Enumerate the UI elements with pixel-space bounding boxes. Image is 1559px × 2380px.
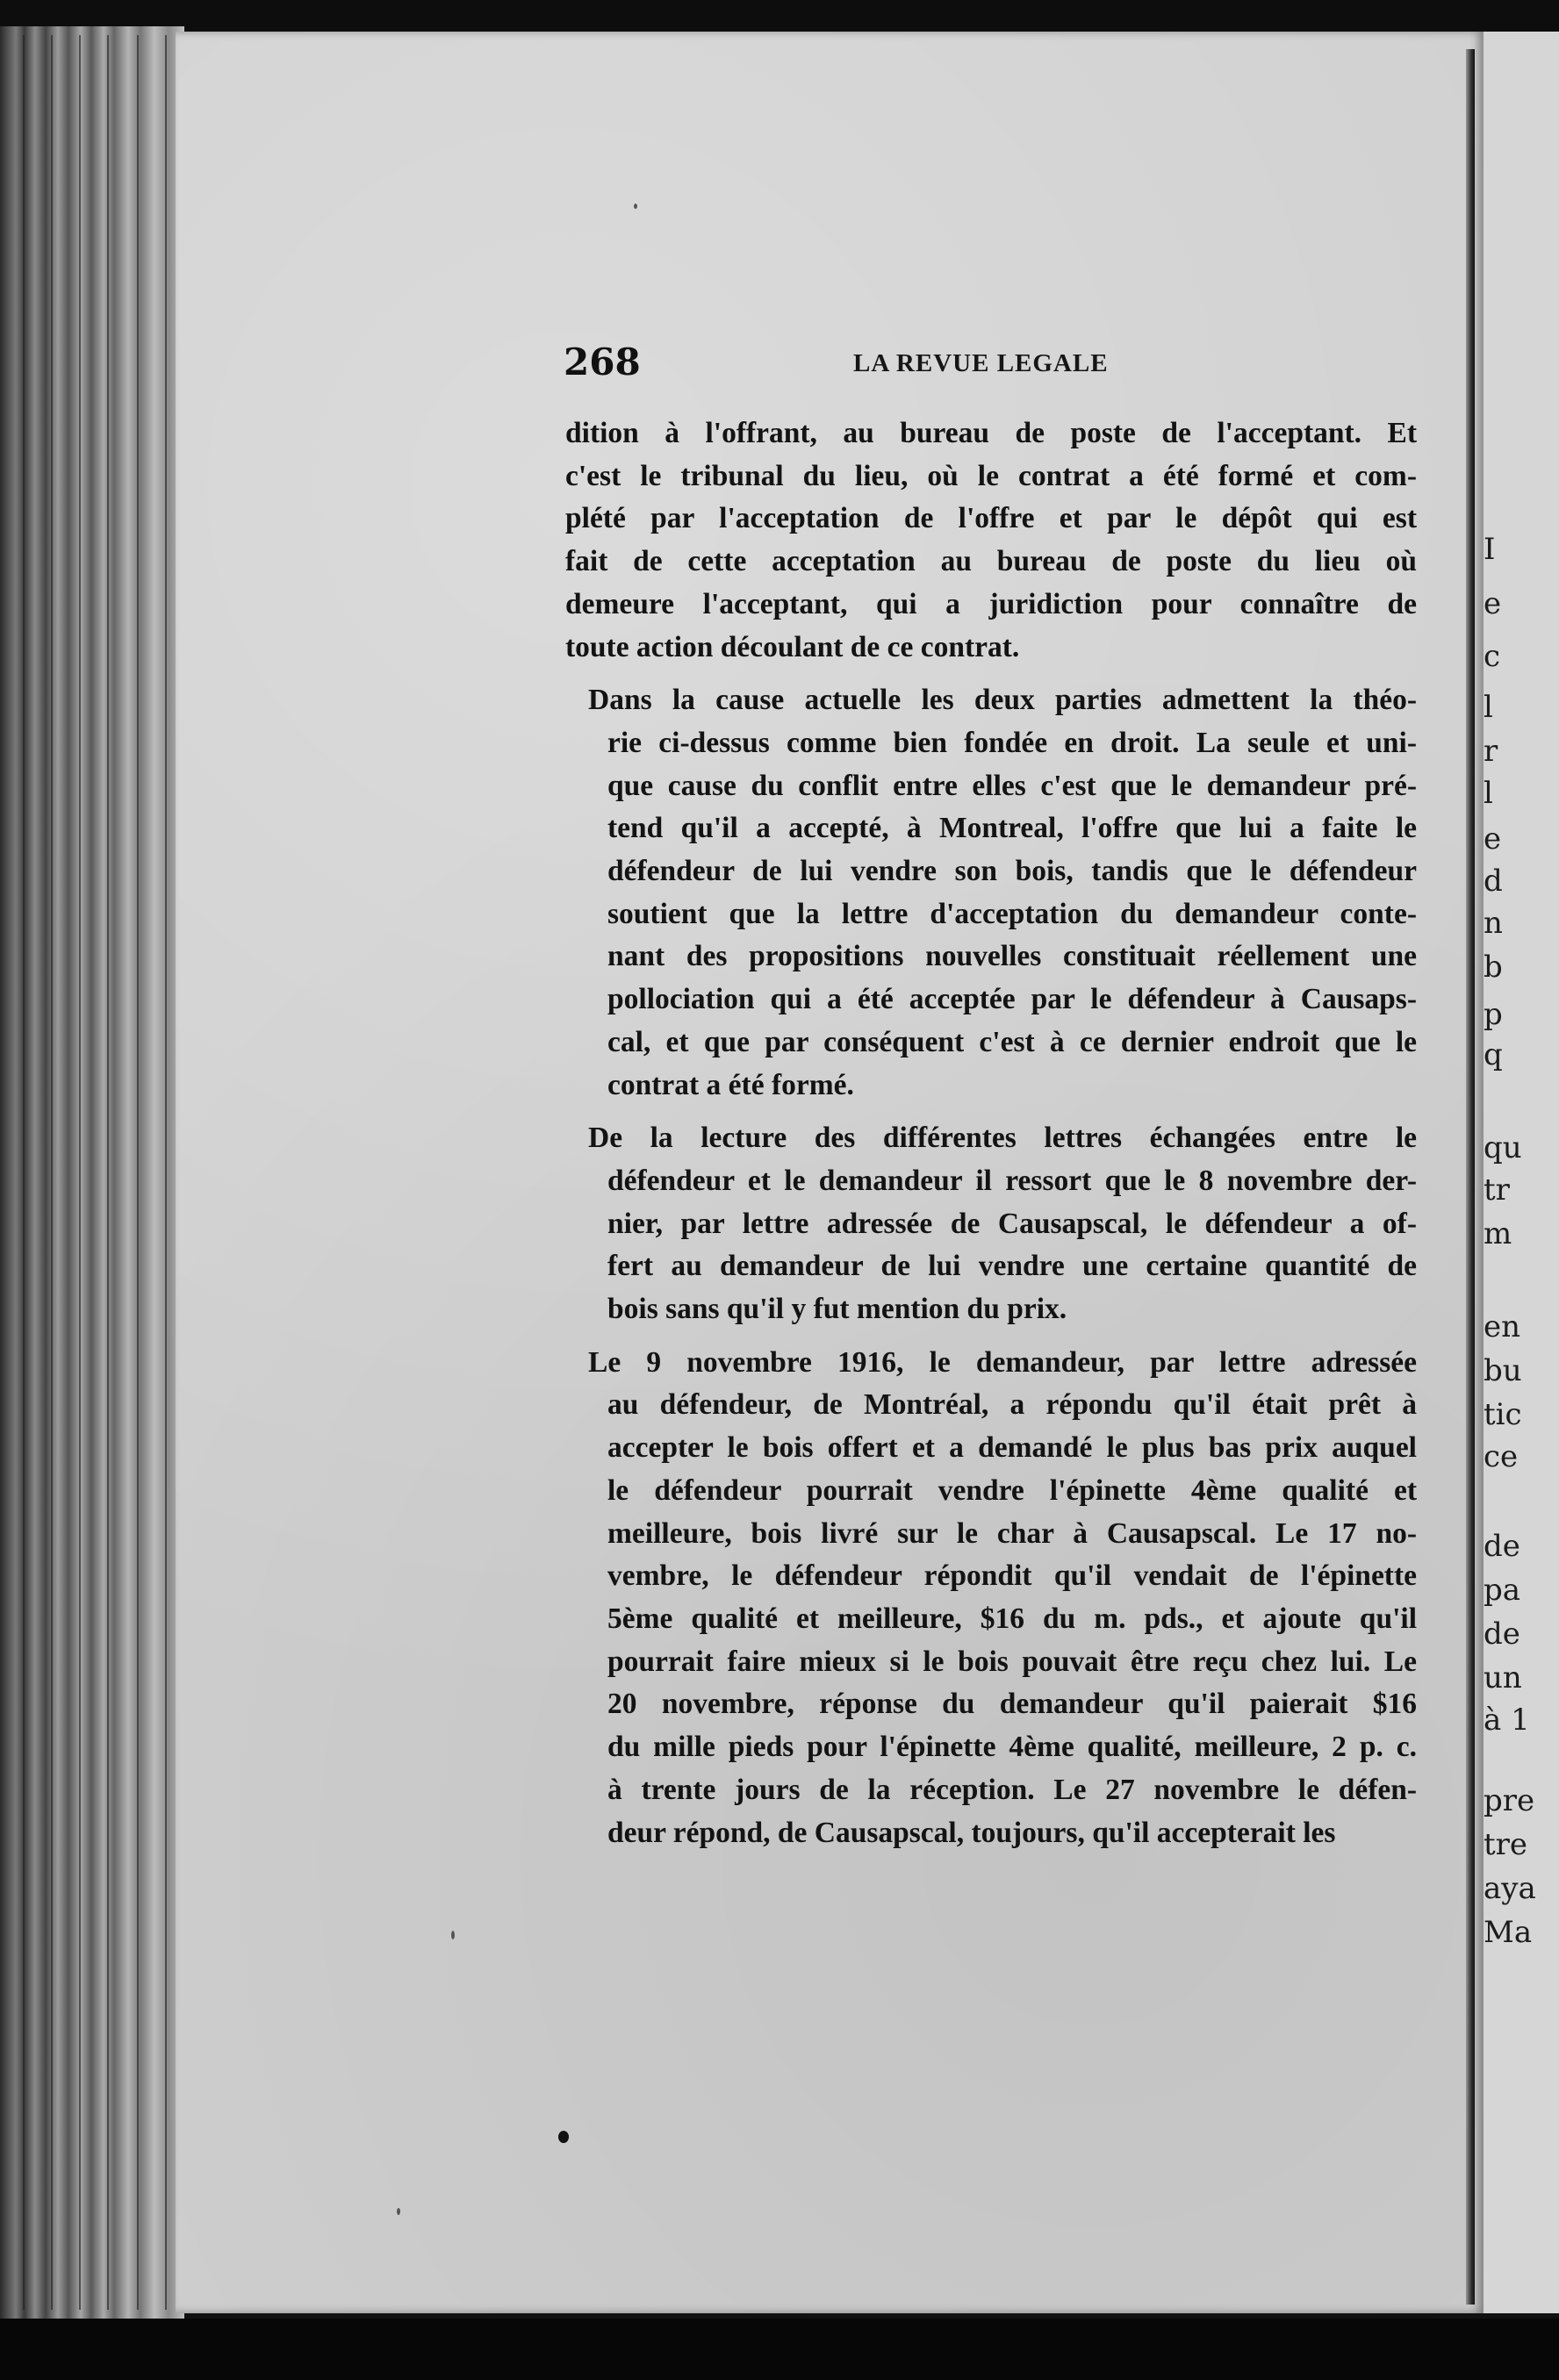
text-line: toute action découlant de ce contrat.	[565, 630, 1020, 663]
text-line: De la lecture des différentes lettres échangées entre le	[588, 1122, 1417, 1155]
paragraph	[565, 412, 1417, 669]
text-line: fait de cette acceptation au bureau de poste du lieu où	[565, 545, 1417, 578]
facing-fragment: tre	[1484, 1827, 1528, 1862]
facing-fragment: de	[1484, 1617, 1520, 1652]
paragraph	[565, 1342, 1417, 1854]
facing-fragment: m	[1484, 1216, 1512, 1251]
running-header	[564, 341, 1441, 384]
text-line: que cause du conflit entre elles c'est que le demandeur pré-	[607, 769, 1417, 802]
facing-fragment: de	[1484, 1529, 1520, 1564]
facing-fragment: aya	[1484, 1871, 1536, 1906]
text-line: plété par l'acceptation de l'offre et par le dépôt qui est	[565, 502, 1417, 535]
text-line: du mille pieds pour l'épinette 4ème qualité, meilleure, 2 p. c.	[607, 1731, 1417, 1764]
paragraph	[565, 1117, 1417, 1331]
facing-fragment: à 1	[1484, 1703, 1530, 1738]
facing-fragment: e	[1484, 586, 1502, 621]
body-text	[565, 412, 1417, 1865]
facing-fragment: I	[1484, 532, 1496, 567]
text-line: défendeur et le demandeur il ressort que le 8 novembre der-	[607, 1164, 1417, 1197]
text-line: nier, par lettre adressée de Causapscal, le défendeur a of-	[607, 1207, 1417, 1240]
page-edge-line	[137, 35, 139, 2310]
text-line: 5ème qualité et meilleure, $16 du m. pds., et ajoute qu'il	[607, 1602, 1417, 1635]
text-line: le défendeur pourrait vendre l'épinette 4ème qualité et	[607, 1473, 1417, 1507]
facing-fragment: p	[1484, 997, 1503, 1032]
facing-fragment: pre	[1484, 1783, 1535, 1818]
running-title: LA REVUE LEGALE	[853, 349, 1109, 377]
facing-fragment: l	[1484, 690, 1493, 725]
facing-fragment: l	[1484, 776, 1493, 811]
facing-fragment: pa	[1484, 1573, 1521, 1608]
book-page-edges	[0, 26, 184, 2319]
text-line: Le 9 novembre 1916, le demandeur, par lettre adressée	[588, 1345, 1417, 1379]
facing-fragment: b	[1484, 950, 1503, 985]
facing-fragment: r	[1484, 734, 1498, 769]
text-line: à trente jours de la réception. Le 27 novembre le défen-	[607, 1773, 1417, 1806]
facing-fragment: en	[1484, 1309, 1521, 1344]
text-line: défendeur de lui vendre son bois, tandis que le défendeur	[607, 855, 1417, 888]
ink-speck	[634, 204, 637, 209]
text-line: fert au demandeur de lui vendre une certaine quantité de	[607, 1250, 1417, 1283]
facing-fragment: tic	[1484, 1397, 1522, 1432]
text-line: 20 novembre, réponse du demandeur qu'il paierait $16	[607, 1688, 1417, 1721]
text-line: pourrait faire mieux si le bois pouvait être reçu chez lui. Le	[607, 1645, 1417, 1678]
page-edge-line	[107, 35, 109, 2310]
facing-fragment: c	[1484, 639, 1501, 674]
text-line: cal, et que par conséquent c'est à ce dernier endroit que le	[607, 1025, 1417, 1058]
facing-fragment: un	[1484, 1660, 1522, 1695]
facing-fragment: q	[1484, 1037, 1503, 1072]
text-line: meilleure, bois livré sur le char à Causapscal. Le 17 no-	[607, 1516, 1417, 1550]
page-edge-line	[165, 35, 167, 2310]
facing-fragment: n	[1484, 906, 1503, 941]
text-line: bois sans qu'il y fut mention du prix.	[607, 1293, 1067, 1326]
facing-fragment: e	[1484, 821, 1502, 857]
facing-fragment: d	[1484, 864, 1503, 899]
paragraph	[565, 679, 1417, 1107]
text-line: vembre, le défendeur répondit qu'il vendait de l'épinette	[607, 1559, 1417, 1593]
text-line: au défendeur, de Montréal, a répondu qu'il était prêt à	[607, 1388, 1417, 1422]
text-line: deur répond, de Causapscal, toujours, qu'il accepterait les	[607, 1816, 1336, 1849]
text-line: nant des propositions nouvelles constituait réellement une	[607, 940, 1417, 973]
page-edge-line	[23, 35, 25, 2310]
text-line: contrat a été formé.	[607, 1068, 854, 1101]
facing-page-sliver	[1484, 32, 1559, 2313]
facing-fragment: qu	[1484, 1130, 1522, 1165]
page-gutter-shadow	[1466, 49, 1475, 2305]
page-edge-line	[79, 35, 81, 2310]
facing-fragment: Ma	[1484, 1915, 1533, 1950]
text-line: pollociation qui a été acceptée par le défendeur à Causaps-	[607, 983, 1417, 1016]
facing-fragment: tr	[1484, 1172, 1510, 1208]
facing-fragment: ce	[1484, 1439, 1519, 1474]
page-number: 268	[564, 341, 641, 384]
text-line: demeure l'acceptant, qui a juridiction pour connaître de	[565, 587, 1417, 620]
scan-top-border	[0, 0, 1559, 32]
scan-bottom-border	[0, 2319, 1559, 2380]
text-line: rie ci-dessus comme bien fondée en droit. La seule et uni-	[607, 726, 1417, 759]
text-line: accepter le bois offert et a demandé le plus bas prix auquel	[607, 1431, 1417, 1465]
ink-speck	[451, 1931, 455, 1939]
facing-fragment: bu	[1484, 1353, 1522, 1388]
text-line: c'est le tribunal du lieu, où le contrat a été formé et com-	[565, 459, 1417, 492]
ink-speck	[397, 2208, 400, 2215]
text-line: Dans la cause actuelle les deux parties admettent la théo-	[588, 684, 1417, 717]
ink-speck	[558, 2131, 569, 2143]
page-edge-line	[51, 35, 53, 2310]
text-line: tend qu'il a accepté, à Montreal, l'offre que lui a faite le	[607, 812, 1417, 845]
text-line: soutient que la lettre d'acceptation du demandeur conte-	[607, 897, 1417, 930]
text-line: dition à l'offrant, au bureau de poste de l'acceptant. Et	[565, 417, 1417, 449]
